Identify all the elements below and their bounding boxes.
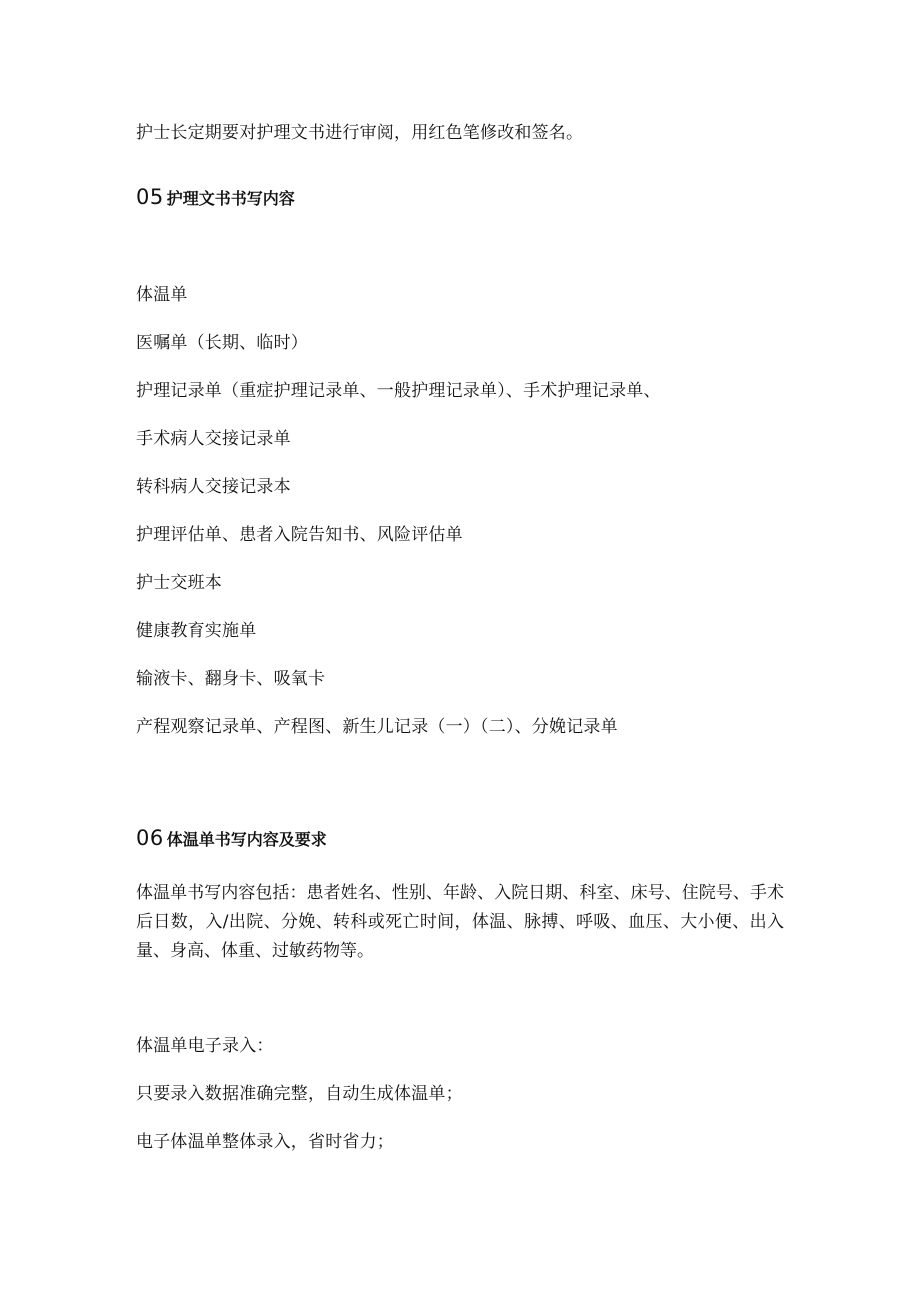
section-05-number: 05 <box>136 185 164 209</box>
electronic-point: 电子体温单整体录入，省时省力； <box>136 1132 394 1152</box>
section-05-heading <box>136 185 295 211</box>
list-item: 护理评估单、患者入院告知书、风险评估单 <box>136 525 463 545</box>
list-item: 转科病人交接记录本 <box>136 477 291 497</box>
list-item: 护士交班本 <box>136 573 222 593</box>
section-06-paragraph: 体温单书写内容包括：患者姓名、性别、年龄、入院日期、科室、床号、住院号、手术后日数，入/出院、分娩、转科或死亡时间，体温、脉搏、呼吸、血压、大小便、出入量、身高、体重、过敏药物等。 <box>136 883 784 961</box>
section-06-heading <box>136 826 327 852</box>
list-item: 产程观察记录单、产程图、新生儿记录（一）（二）、分娩记录单 <box>136 717 618 737</box>
list-item: 手术病人交接记录单 <box>136 429 291 449</box>
list-item: 输液卡、翻身卡、吸氧卡 <box>136 669 326 689</box>
section-05-title: 护理文书书写内容 <box>166 189 295 208</box>
list-item: 医嘱单（长期、临时） <box>136 333 308 353</box>
list-item: 护理记录单（重症护理记录单、一般护理记录单）、手术护理记录单、 <box>136 381 661 401</box>
list-item: 健康教育实施单 <box>136 621 257 641</box>
section-06-title: 体温单书写内容及要求 <box>166 830 327 849</box>
section-06-number: 06 <box>136 826 164 850</box>
intro-text: 护士长定期要对护理文书进行审阅，用红色笔修改和签名。 <box>136 123 584 143</box>
electronic-point: 只要录入数据准确完整，自动生成体温单； <box>136 1084 463 1104</box>
electronic-heading: 体温单电子录入： <box>136 1036 274 1056</box>
list-item: 体温单 <box>136 285 188 305</box>
